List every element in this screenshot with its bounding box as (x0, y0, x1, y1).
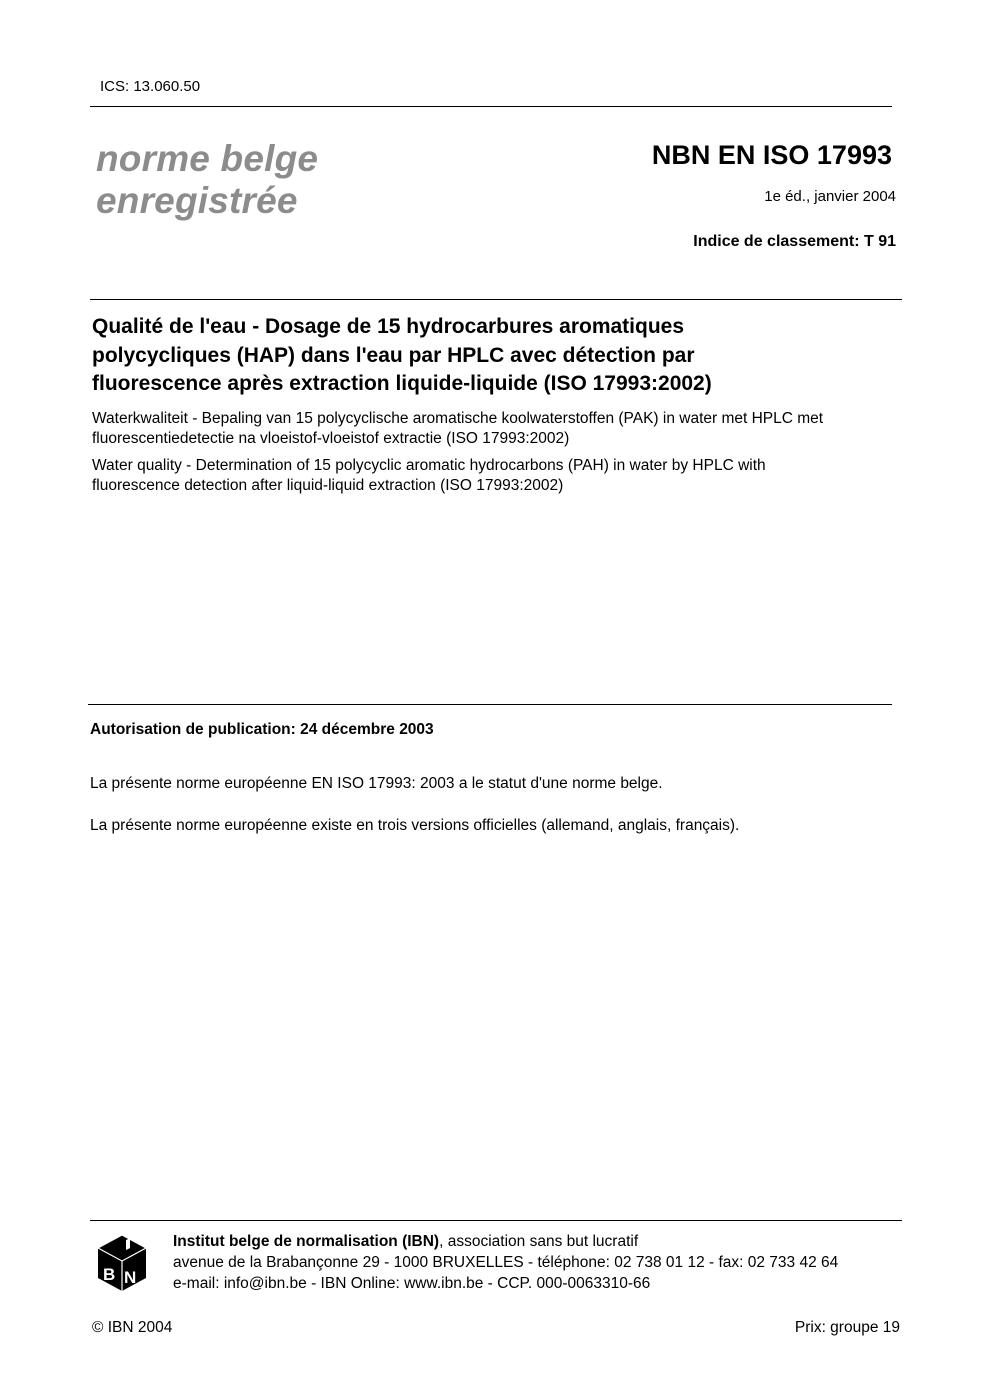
body-divider (88, 704, 892, 705)
title-dutch-line-1: Waterkwaliteit - Bepaling van 15 polycyclische aromatische koolwaterstoffen (PAK) in water met HPLC met (92, 410, 824, 427)
title-dutch (92, 409, 892, 449)
edition-date: 1e éd., janvier 2004 (764, 188, 896, 205)
copyright-notice: © IBN 2004 (92, 1319, 173, 1336)
classification-index: Indice de classement: T 91 (693, 233, 896, 250)
title-english-line-2: fluorescence detection after liquid-liquid extraction (ISO 17993:2002) (92, 477, 564, 494)
title-divider (90, 299, 902, 300)
footer-divider (90, 1220, 902, 1221)
standard-number: NBN EN ISO 17993 (651, 140, 892, 170)
title-french-line-1: Qualité de l'eau - Dosage de 15 hydrocarbures aromatiques (92, 315, 685, 338)
top-divider (90, 106, 892, 107)
institute-address: avenue de la Brabançonne 29 - 1000 BRUXELLES - téléphone: 02 738 01 12 - fax: 02 733 42 64 (173, 1254, 839, 1271)
institute-info (173, 1231, 838, 1294)
institute-contact: e-mail: info@ibn.be - IBN Online: www.ibn.be - CCP. 000-0063310-66 (173, 1275, 651, 1292)
svg-text:N: N (124, 1268, 137, 1287)
status-statement: La présente norme européenne EN ISO 17993: 2003 a le statut d'une norme belge. (90, 775, 663, 792)
brand-line-2: enregistrée (96, 180, 298, 221)
versions-statement: La présente norme européenne existe en trois versions officielles (allemand, anglais, français). (90, 817, 740, 834)
title-french-line-2: polycycliques (HAP) dans l'eau par HPLC avec détection par (92, 343, 695, 367)
title-french (92, 313, 872, 399)
title-french-line-3: fluorescence après extraction liquide-liquide (ISO 17993:2002) (92, 372, 712, 395)
institute-name: Institut belge de normalisation (IBN) (173, 1233, 440, 1250)
ics-code: ICS: 13.060.50 (100, 78, 201, 95)
ibn-logo-icon (96, 1233, 148, 1293)
title-english (92, 456, 892, 496)
svg-text:B: B (103, 1265, 116, 1284)
title-dutch-line-2: fluorescentiedetectie na vloeistof-vloeistof extractie (ISO 17993:2002) (92, 430, 570, 447)
title-english-line-1: Water quality - Determination of 15 polycyclic aromatic hydrocarbons (PAH) in water by HPLC with (92, 457, 766, 474)
institute-type: , association sans but lucratif (439, 1233, 639, 1250)
publication-authorisation: Autorisation de publication: 24 décembre 2003 (90, 721, 434, 738)
price-group: Prix: groupe 19 (794, 1319, 900, 1336)
brand-line-1: norme belge (96, 138, 319, 179)
brand-title (96, 138, 318, 222)
institute-line (173, 1231, 838, 1252)
